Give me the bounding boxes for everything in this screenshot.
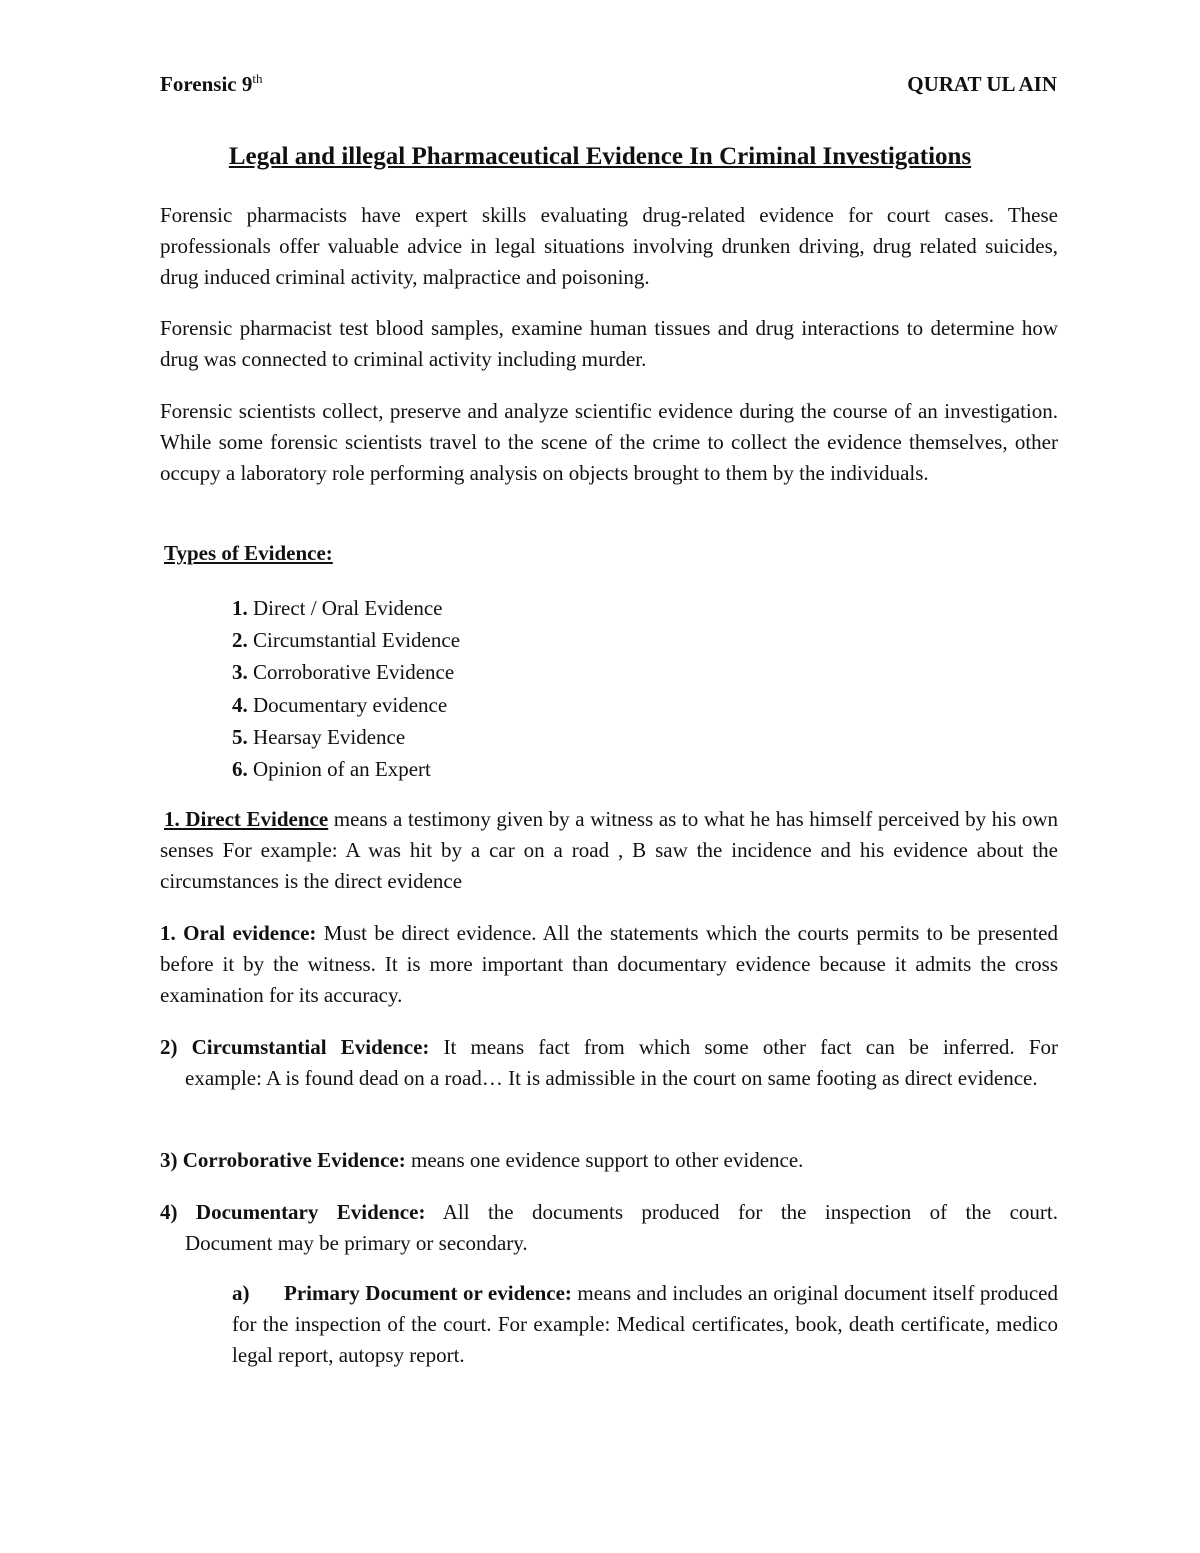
list-item — [232, 753, 460, 785]
list-item-number: 1. — [232, 596, 248, 620]
list-item — [232, 624, 460, 656]
section-circumstantial — [160, 1032, 1058, 1094]
header-course-label: Forensic 9 — [160, 72, 253, 96]
list-item-number: 3. — [232, 660, 248, 685]
list-item — [232, 656, 460, 688]
list-item-label: Hearsay Evidence — [253, 724, 406, 749]
list-item — [232, 689, 460, 721]
circumstantial-rest: example: A is found dead on a road… It is admissible in the court on same footing as direct evidence. — [185, 1066, 1038, 1090]
direct-evidence-text: means a testimony given by a witness as to what he has himself perceived by his own senses For example: A was hit by a car on a road , B saw the incidence and his evidence about the circumstances is the direct evidence — [160, 807, 1058, 893]
types-list — [232, 592, 460, 785]
list-item — [232, 721, 460, 753]
header-author: QURAT UL AIN — [907, 72, 1057, 96]
documentary-number: 4) — [160, 1200, 178, 1224]
paragraph-intro: Forensic pharmacists have expert skills evaluating drug-related evidence for court cases. These professionals offer valuable advice in legal situations involving drunken driving, drug related suicides, drug induced criminal activity, malpractice and poisoning. — [160, 203, 1058, 289]
header-course-sup: th — [252, 71, 263, 86]
section-documentary — [160, 1197, 1058, 1259]
list-item-label: Opinion of an Expert — [253, 757, 431, 782]
list-item-label: Corroborative Evidence — [253, 660, 455, 685]
corroborative-text: means one evidence support to other evidence. — [405, 1148, 804, 1172]
section-corroborative — [160, 1145, 1058, 1176]
primary-term: Primary Document or evidence: — [284, 1281, 572, 1305]
list-item-number: 5. — [232, 724, 248, 749]
documentary-rest: Document may be primary or secondary. — [185, 1231, 528, 1255]
list-item-number: 2. — [232, 628, 248, 653]
circumstantial-text-first: It means fact from which some other fact can be inferred. For — [429, 1035, 1058, 1059]
paragraph-oral-evidence — [160, 918, 1058, 1011]
circumstantial-term: Circumstantial Evidence: — [177, 1035, 430, 1059]
circumstantial-number: 2) — [160, 1035, 178, 1059]
paragraph-testing: Forensic pharmacist test blood samples, examine human tissues and drug interactions to determine how drug was connected to criminal activity including murder. — [160, 316, 1058, 371]
primary-text: means and includes an original document itself produced for the inspection of the court. For example: Medical certificates, book, death certificate, medico legal report, autopsy report. — [232, 1281, 1058, 1367]
corroborative-term: Corroborative Evidence: — [177, 1148, 406, 1172]
list-item-label: Documentary evidence — [253, 692, 448, 717]
corroborative-number: 3) — [160, 1148, 178, 1172]
section-primary-document — [232, 1278, 1058, 1371]
documentary-text-first: All the documents produced for the inspection of the court. — [425, 1200, 1058, 1224]
oral-evidence-term: 1. Oral evidence: — [160, 921, 317, 945]
list-item-label: Direct / Oral Evidence — [253, 596, 443, 620]
list-item — [232, 592, 460, 624]
paragraph-scientists: Forensic scientists collect, preserve and analyze scientific evidence during the course of an investigation. While some forensic scientists travel to the scene of the crime to collect the evidence themselves, other occupy a laboratory role performing analysis on objects brought to them by the individuals. — [160, 399, 1058, 485]
paragraph-direct-evidence — [160, 804, 1058, 897]
direct-evidence-term: 1. Direct Evidence — [164, 807, 329, 831]
list-item-number: 4. — [232, 692, 248, 717]
header-course — [160, 72, 262, 97]
list-item-label: Circumstantial Evidence — [253, 628, 461, 653]
primary-marker: a) — [232, 1281, 250, 1305]
oral-evidence-text: Must be direct evidence. All the statements which the courts permits to be presented before it by the witness. It is more important than documentary evidence because it admits the cross examination for its accuracy. — [160, 921, 1058, 1007]
types-heading: Types of Evidence: — [164, 541, 333, 565]
list-item-number: 6. — [232, 757, 248, 782]
circumstantial-first-line — [160, 1032, 1058, 1063]
document-title: Legal and illegal Pharmaceutical Evidence In Criminal Investigations — [228, 143, 972, 170]
documentary-term: Documentary Evidence: — [177, 1200, 426, 1224]
documentary-first-line — [160, 1197, 1058, 1228]
